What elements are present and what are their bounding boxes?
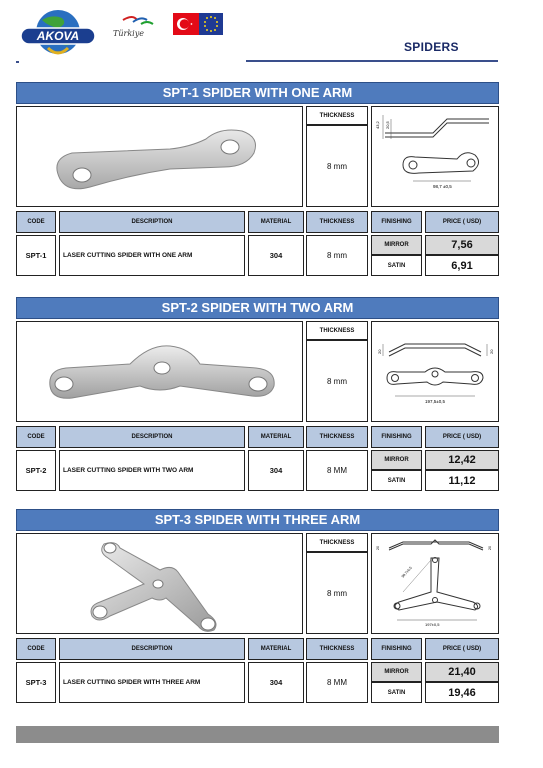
price-header: PRICE ( USD) <box>425 211 499 233</box>
page-title: SPIDERS <box>404 40 459 54</box>
price-header: PRICE ( USD) <box>425 426 499 448</box>
svg-text:98,7 ±0,5: 98,7 ±0,5 <box>433 183 452 189</box>
product-thickness: 8 MM <box>306 450 368 491</box>
price-satin: 19,46 <box>425 682 499 703</box>
thickness-value-top: 8 mm <box>306 552 368 634</box>
svg-text:20,5: 20,5 <box>385 120 390 129</box>
company-logo <box>18 8 98 60</box>
price-satin: 6,91 <box>425 255 499 276</box>
price-satin: 11,12 <box>425 470 499 491</box>
svg-text:197,5±0,5: 197,5±0,5 <box>425 398 445 404</box>
price-mirror: 7,56 <box>425 235 499 255</box>
product-description: LASER CUTTING SPIDER WITH TWO ARM <box>59 450 245 491</box>
material-header: MATERIAL <box>248 426 304 448</box>
finish-satin-label: SATIN <box>371 470 422 491</box>
section-title: SPT-1 SPIDER WITH ONE ARM <box>16 82 499 104</box>
product-thickness: 8 mm <box>306 235 368 276</box>
product-material: 304 <box>248 235 304 276</box>
product-material: 304 <box>248 450 304 491</box>
description-header: DESCRIPTION <box>59 426 245 448</box>
product-thickness: 8 MM <box>306 662 368 703</box>
product-photo <box>16 533 303 634</box>
code-header: CODE <box>16 638 56 660</box>
product-photo <box>16 106 303 207</box>
product-code: SPT-1 <box>16 235 56 276</box>
turkey-flag-icon <box>173 13 199 35</box>
header-marker <box>16 61 19 63</box>
section-title: SPT-3 SPIDER WITH THREE ARM <box>16 509 499 531</box>
product-section-spt-3 <box>16 509 499 719</box>
thickness-header: THICKNESS <box>306 106 368 125</box>
finish-satin-label: SATIN <box>371 682 422 703</box>
thickness-col-header: THICKNESS <box>306 426 368 448</box>
svg-text:20: 20 <box>376 545 380 550</box>
price-mirror: 21,40 <box>425 662 499 682</box>
svg-text:98,7±0,5: 98,7±0,5 <box>400 565 413 579</box>
logo-text: AKOVA <box>36 29 80 43</box>
product-photo <box>16 321 303 422</box>
code-header: CODE <box>16 211 56 233</box>
thickness-header: THICKNESS <box>306 321 368 340</box>
product-section-spt-1 <box>16 82 499 292</box>
product-code: SPT-2 <box>16 450 56 491</box>
eu-flag-icon <box>199 13 223 35</box>
thickness-header: THICKNESS <box>306 533 368 552</box>
turkiye-brand <box>113 12 163 40</box>
material-header: MATERIAL <box>248 638 304 660</box>
technical-drawing <box>371 533 499 634</box>
svg-text:43,2: 43,2 <box>375 120 380 129</box>
description-header: DESCRIPTION <box>59 638 245 660</box>
price-header: PRICE ( USD) <box>425 638 499 660</box>
finish-mirror-label: MIRROR <box>371 450 422 470</box>
thickness-value-top: 8 mm <box>306 125 368 207</box>
product-description: LASER CUTTING SPIDER WITH ONE ARM <box>59 235 245 276</box>
code-header: CODE <box>16 426 56 448</box>
finishing-header: FINISHING <box>371 211 422 233</box>
technical-drawing <box>371 321 499 422</box>
price-mirror: 12,42 <box>425 450 499 470</box>
product-code: SPT-3 <box>16 662 56 703</box>
section-title: SPT-2 SPIDER WITH TWO ARM <box>16 297 499 319</box>
svg-text:20: 20 <box>489 349 494 354</box>
turkiye-script: Türkiye <box>113 29 144 38</box>
svg-text:20: 20 <box>488 545 492 550</box>
description-header: DESCRIPTION <box>59 211 245 233</box>
product-description: LASER CUTTING SPIDER WITH THREE ARM <box>59 662 245 703</box>
finishing-header: FINISHING <box>371 426 422 448</box>
technical-drawing <box>371 106 499 207</box>
finish-satin-label: SATIN <box>371 255 422 276</box>
thickness-col-header: THICKNESS <box>306 638 368 660</box>
product-section-spt-2 <box>16 297 499 507</box>
finish-mirror-label: MIRROR <box>371 235 422 255</box>
finish-mirror-label: MIRROR <box>371 662 422 682</box>
material-header: MATERIAL <box>248 211 304 233</box>
product-material: 304 <box>248 662 304 703</box>
footer-bar <box>16 726 499 743</box>
svg-text:197±0,5: 197±0,5 <box>425 621 440 627</box>
finishing-header: FINISHING <box>371 638 422 660</box>
thickness-value-top: 8 mm <box>306 340 368 422</box>
svg-text:20: 20 <box>377 349 382 354</box>
thickness-col-header: THICKNESS <box>306 211 368 233</box>
header-rule <box>246 60 498 62</box>
